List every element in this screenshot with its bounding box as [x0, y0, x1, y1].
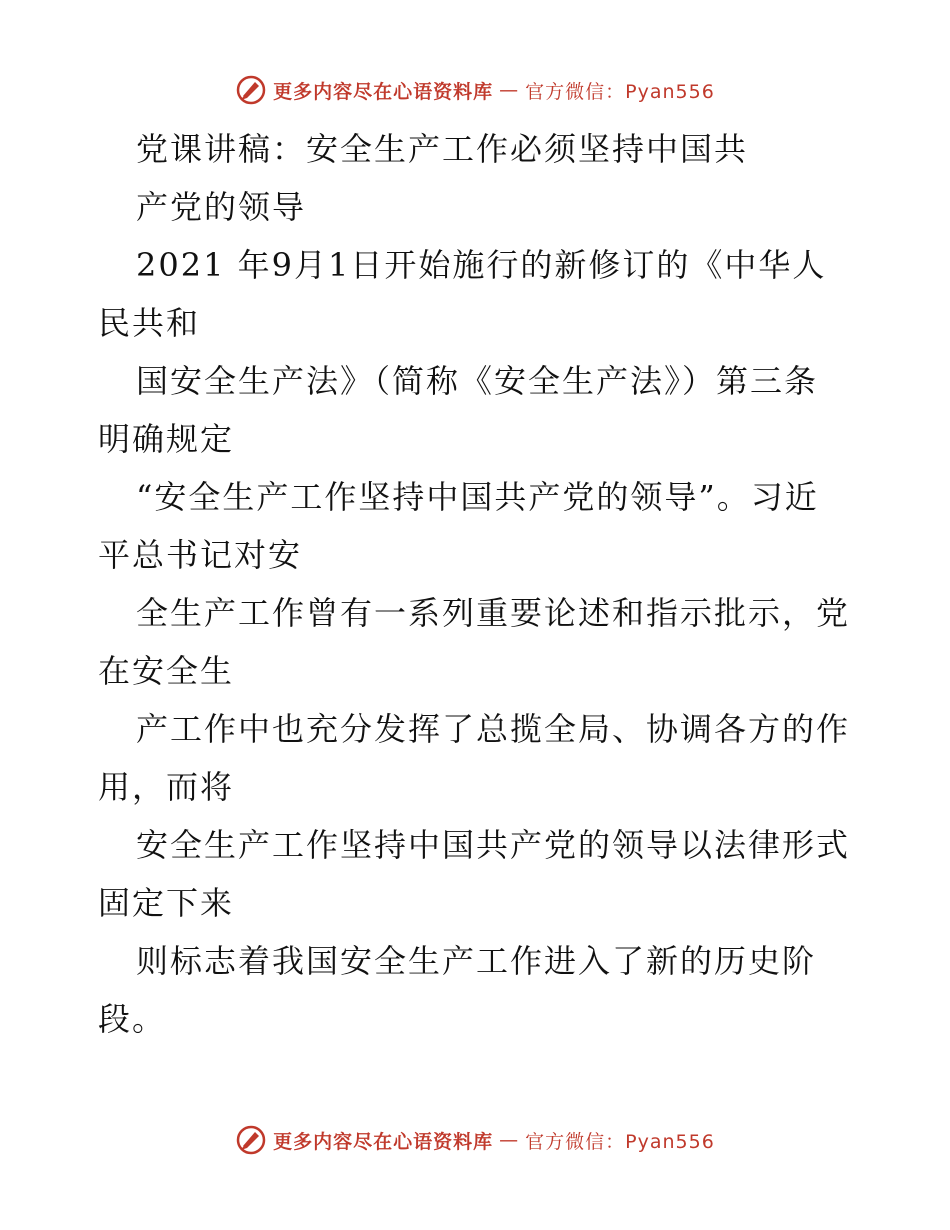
- brand-logo-icon: [235, 74, 267, 106]
- paragraph-line: 2021 年9月1日开始施行的新修订的《中华人: [136, 246, 827, 284]
- paragraph-line: 产工作中也充分发挥了总揽全局、协调各方的作: [136, 710, 851, 748]
- paragraph-line: 固定下来: [98, 884, 235, 922]
- paragraph-line: 全生产工作曾有一系列重要论述和指示批示，党: [136, 594, 851, 632]
- header-watermark: [0, 70, 950, 110]
- watermark-text: 更多内容尽在心语资料库: [273, 1130, 494, 1153]
- footer-watermark: [0, 1120, 950, 1160]
- watermark-text: 更多内容尽在心语资料库: [273, 80, 494, 103]
- paragraph-line: 国安全生产法》（简称《安全生产法》）第三条: [136, 362, 819, 400]
- paragraph-line: 民共和: [98, 304, 201, 342]
- title-line-1: 党课讲稿：安全生产工作必须坚持中国共: [136, 130, 749, 168]
- paragraph-line: 安全生产工作坚持中国共产党的领导以法律形式: [136, 826, 851, 864]
- paragraph-line: 则标志着我国安全生产工作进入了新的历史阶: [136, 942, 817, 980]
- brand-logo-icon: [235, 1124, 267, 1156]
- document-body: [98, 120, 858, 1048]
- paragraph-line: 平总书记对安: [98, 536, 303, 574]
- watermark-separator: —: [499, 79, 520, 101]
- paragraph-line: 在安全生: [98, 652, 235, 690]
- paragraph-line: “安全生产工作坚持中国共产党的领导”。习近: [136, 478, 819, 516]
- paragraph-line: 明确规定: [98, 420, 235, 458]
- title-line-2: 产党的领导: [136, 188, 307, 226]
- watermark-wechat: 官方微信：Pyan556: [525, 80, 715, 103]
- paragraph-line: 用，而将: [98, 768, 235, 806]
- watermark-separator: —: [499, 1129, 520, 1151]
- paragraph-line: 段。: [98, 1000, 167, 1038]
- watermark-wechat: 官方微信：Pyan556: [525, 1130, 715, 1153]
